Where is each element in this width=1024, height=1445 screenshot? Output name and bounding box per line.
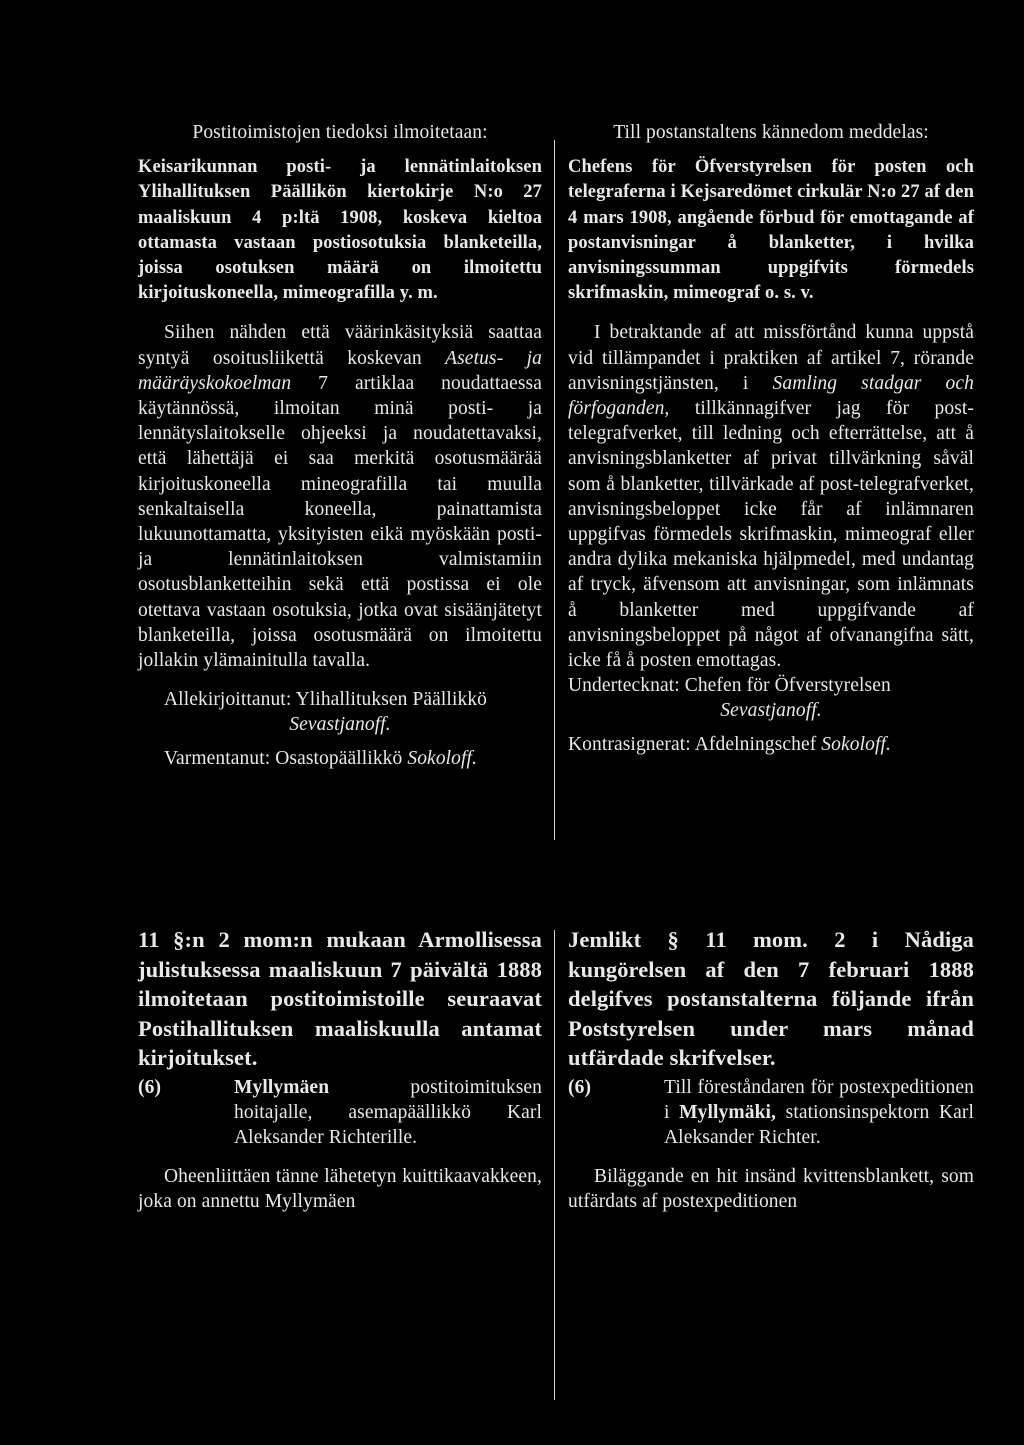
finnish-announcement-heading: 11 §:n 2 mom:n mukaan Armollisessa julistuksessa maaliskuun 7 päivältä 1888 ilmoitetaan postitoimistoille seuraavat Postihallituksen maaliskuulla antamat kirjoitukset.	[138, 927, 542, 1070]
finnish-item-number: (6)	[138, 1076, 162, 1098]
swedish-intro: Chefens för Öfverstyrelsen för posten och telegraferna i Kejsaredömet cirkulär N:o 27 af den 4 mars 1908, angående förbud för emottagande af postanvisningar å blanketter, i hvilka anvisningssumman uppgifvits förmedels skrifmaskin, mimeograf o. s. v.	[568, 157, 974, 304]
finnish-verified: Varmentanut: Osastopäällikkö Sokoloff.	[164, 747, 478, 769]
finnish-item-text: Myllymäen postitoimituksen hoitajalle, asemapäällikkö Karl Aleksander Richterille.	[234, 1076, 542, 1148]
swedish-item-text: Till föreståndaren för postexpeditionen i Myllymäki, stationsinspektorn Karl Aleksander Richter.	[664, 1076, 974, 1148]
finnish-notice-column	[138, 120, 542, 771]
finnish-item-6	[138, 1075, 542, 1151]
finnish-closing: Oheenliittäen tänne lähetetyn kuittikaavakkeen, joka on annettu Myllymäen	[138, 1166, 542, 1213]
swedish-notice-column	[568, 120, 974, 757]
finnish-signed-label: Allekirjoittanut: Ylihallituksen Päällikkö	[164, 689, 488, 711]
swedish-announcement-heading: Jemlikt § 11 mom. 2 i Nådiga kungörelsen af den 7 februari 1888 delgifves postanstalterna följande ifrån Poststyrelsen under mars månad utfärdade skrifvelser.	[568, 927, 974, 1070]
swedish-signed-label: Undertecknat: Chefen för Öfverstyrelsen	[568, 675, 891, 697]
swedish-item-6	[568, 1075, 974, 1151]
swedish-announcement-column	[568, 925, 974, 1215]
column-divider-top	[554, 140, 555, 840]
finnish-heading: Postitoimistojen tiedoksi ilmoitetaan:	[192, 122, 488, 143]
swedish-item-number: (6)	[568, 1076, 592, 1098]
column-divider-bottom	[554, 930, 555, 1400]
swedish-body: I betraktande af att missförtånd kunna uppstå vid tillämpandet i praktiken af artikel 7, rörande anvisningstjänsten, i Samling stadgar och förfoganden, tillkännagifver jag för post- telegrafverket, till ledning och efterrättelse, att å anvisningsblanketter af privat tillvärkning såväl som å blanketter, tillvärkade af post-telegrafverket, anvisningsbeloppet icke får af inlämnaren uppgifvas förmedels skrifmaskin, mimeograf eller andra dylika mekaniska hjälpmedel, med undantag af tryck, äfvensom att anvisningar, som inlämnats å blanketter med uppgifvande af anvisningsbeloppet på något af ofvanangifna sätt, icke få å posten emottagas.	[568, 322, 974, 672]
swedish-closing: Biläggande en hit insänd kvittensblankett, som utfärdats af postexpeditionen	[568, 1166, 974, 1213]
swedish-signed-name: Sevastjanoff.	[720, 700, 822, 722]
swedish-verified: Kontrasignerat: Afdelningschef Sokoloff.	[568, 733, 891, 755]
finnish-signed-name: Sevastjanoff.	[289, 714, 391, 736]
finnish-intro: Keisarikunnan posti- ja lennätinlaitoksen Ylihallituksen Päällikön kiertokirje N:o 27 maaliskuun 4 p:ltä 1908, koskeva kieltoa ottamasta vastaan postiosotuksia blanketeilla, joissa osotuksen määrä on ilmoitettu kirjoituskoneella, mimeografilla y. m.	[138, 157, 542, 304]
swedish-heading: Till postanstaltens kännedom meddelas:	[613, 122, 929, 143]
finnish-announcement-column	[138, 925, 542, 1215]
finnish-body: Siihen nähden että väärinkäsityksiä saattaa syntyä osoitusliikettä koskevan Asetus- ja määräyskokoelman 7 artiklaa noudattaessa käytännössä, ilmoitan minä posti- ja lennätyslaitokselle ohjeeksi ja noudatettavaksi, että lähettäjä ei saa merkitä osotusmäärää kirjoituskoneella mineografilla tai muulla senkaltaisella koneella, painattamista lukuunottamatta, yksityisten eikä myöskään posti- ja lennätinlaitoksen valmistamiin osotusblanketteihin sekä että postissa ei ole otettava vastaan osotuksia, jotka ovat sisäänjätetyt blanketeilla, joissa osotusmäärä on ilmoitettu jollakin ylämainitulla tavalla.	[138, 322, 542, 672]
